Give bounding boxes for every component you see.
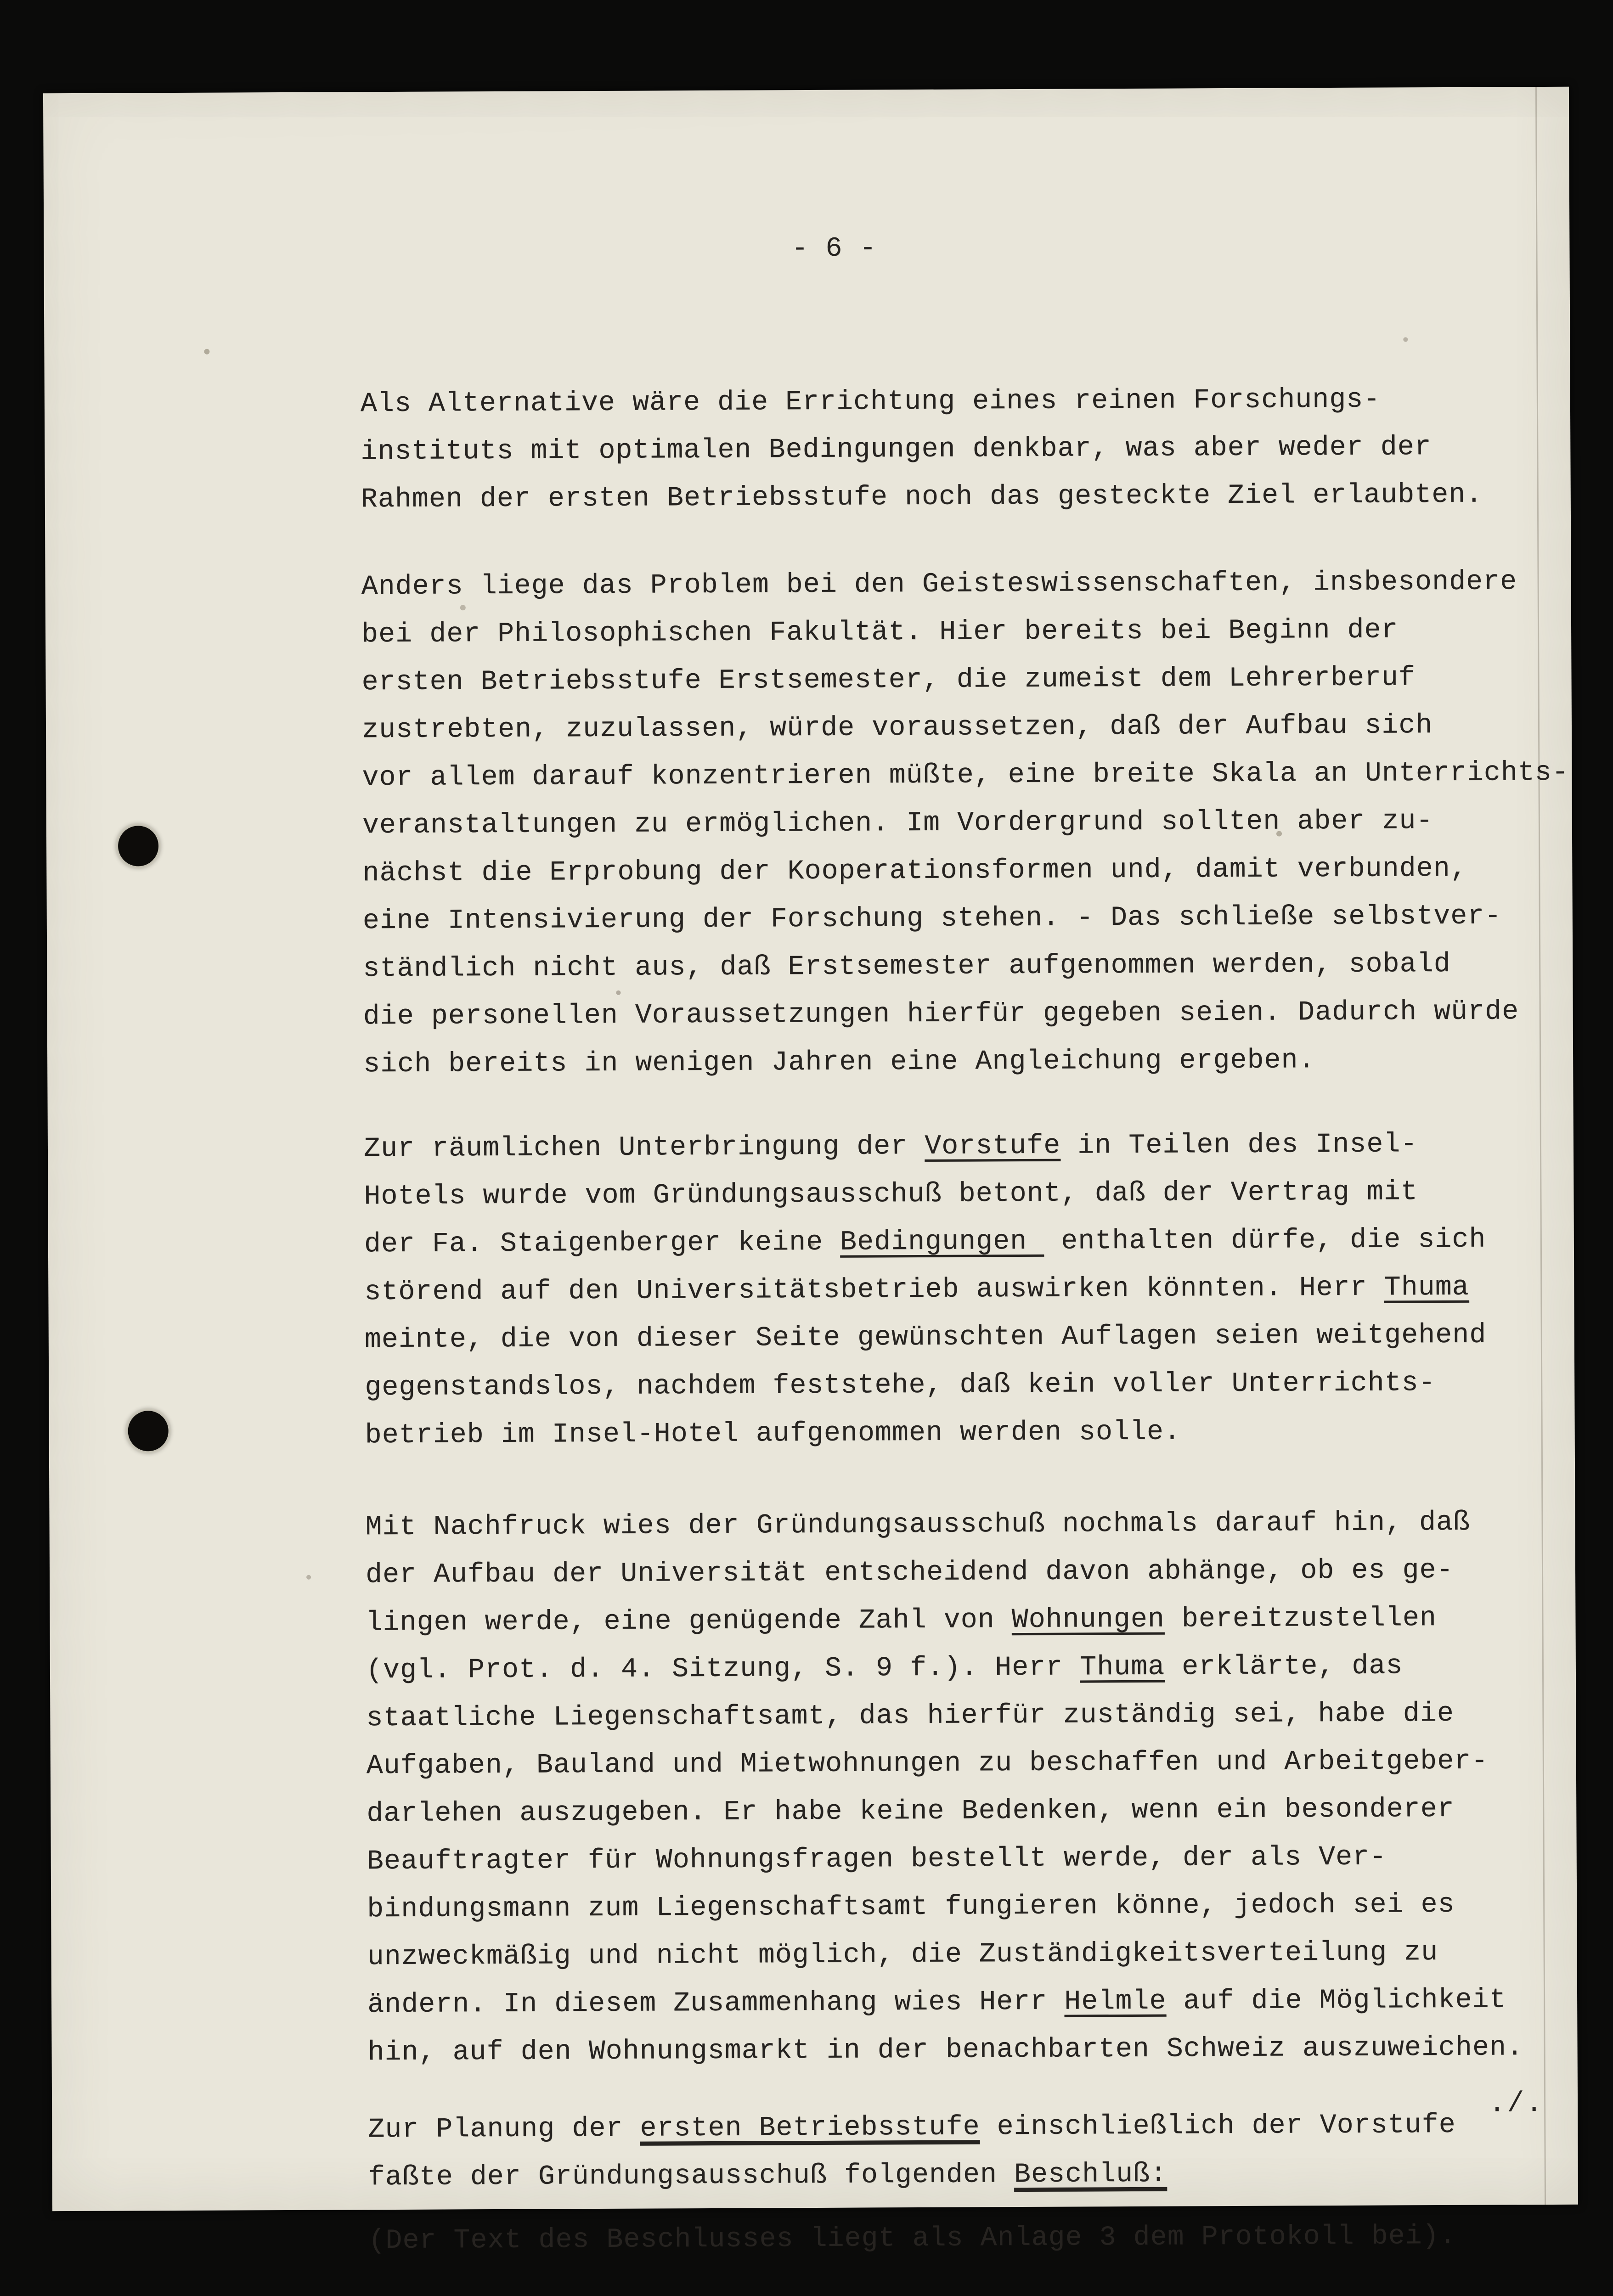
text-line <box>367 1975 1613 2029</box>
text-segment: faßte der Gründungsausschuß folgenden <box>368 2159 1015 2194</box>
underlined-text: Wohnungen <box>1011 1604 1165 1636</box>
text-segment: auf die Möglichkeit <box>1166 1984 1506 2017</box>
text-line <box>363 940 1613 993</box>
continuation-mark: ./. <box>1488 2087 1544 2120</box>
text-line <box>364 1120 1613 1173</box>
text-line <box>367 1737 1613 1790</box>
text-line <box>366 1641 1613 1694</box>
underlined-text: Vorstufe <box>925 1130 1061 1162</box>
text-line <box>368 2148 1613 2201</box>
text-segment: einschließlich der Vorstufe <box>980 2109 1456 2143</box>
text-line <box>367 1928 1613 1981</box>
text-line <box>368 2212 1613 2265</box>
text-line <box>368 2100 1613 2154</box>
text-segment: vor allem darauf konzentrieren müßte, eine breite Skala an Unterrichts- <box>362 757 1569 794</box>
text-segment: darlehen auszugeben. Er habe keine Bedenken, wenn ein besonderer <box>367 1793 1455 1830</box>
underlined-text: Helmle <box>1064 1986 1167 2018</box>
text-segment: ersten Betriebsstufe Erstsemester, die zumeist dem Lehrerberuf <box>361 662 1416 698</box>
text-segment: bindungsmann zum Liegenschaftsamt fungieren könne, jedoch sei es <box>367 1889 1455 1925</box>
text-segment: enthalten dürfe, die sich <box>1043 1224 1486 1257</box>
paragraph-alternative <box>361 375 1613 523</box>
underlined-text: Thuma <box>1080 1651 1165 1683</box>
text-segment: gegenstandslos, nachdem feststehe, daß kein voller Unterrichts- <box>365 1367 1436 1404</box>
text-segment: hin, auf den Wohnungsmarkt in der benachbarten Schweiz auszuweichen. <box>367 2032 1524 2069</box>
text-line <box>361 557 1613 611</box>
text-line <box>362 748 1613 802</box>
underlined-text: ersten Betriebsstufe <box>640 2111 980 2144</box>
text-segment: instituts mit optimalen Bedingungen denkbar, was aber weder der <box>361 432 1432 468</box>
text-segment: meinte, die von dieser Seite gewünschten Auflagen seien weitgehend <box>364 1319 1487 1356</box>
punch-hole <box>118 826 158 866</box>
paragraph-anlage <box>368 2212 1613 2265</box>
text-line <box>365 1358 1613 1412</box>
paragraphs-container <box>361 375 1613 2265</box>
text-segment: zustrebten, zuzulassen, würde voraussetzen, daß der Aufbau sich <box>361 710 1433 746</box>
text-segment: Mit Nachfruck wies der Gründungsausschuß nochmals darauf hin, daß <box>365 1507 1471 1543</box>
paragraph-beschluss <box>368 2100 1613 2201</box>
text-segment: sich bereits in wenigen Jahren eine Angleichung ergeben. <box>363 1045 1315 1080</box>
text-line <box>367 1880 1613 1933</box>
text-line <box>366 1546 1613 1599</box>
text-line <box>363 987 1613 1041</box>
text-segment: (Der Text des Beschlusses liegt als Anlage 3 dem Protokoll bei). <box>368 2220 1456 2257</box>
text-line <box>361 653 1613 706</box>
text-line <box>365 1498 1613 1551</box>
text-line <box>365 1311 1613 1364</box>
text-line <box>363 1035 1613 1088</box>
text-line <box>361 470 1613 523</box>
text-segment: Zur Planung der <box>368 2113 640 2146</box>
punch-hole <box>128 1411 168 1451</box>
text-segment: störend auf den Universitätsbetrieb auswirken könnten. Herr <box>364 1272 1384 1308</box>
text-line <box>365 1406 1613 1459</box>
text-segment: Hotels wurde vom Gründungsausschuß betont, daß der Vertrag mit <box>364 1176 1418 1213</box>
text-segment: nächst die Erprobung der Kooperationsformen und, damit verbunden, <box>362 853 1467 889</box>
text-segment: veranstaltungen zu ermöglichen. Im Vordergrund sollten aber zu- <box>362 805 1433 842</box>
text-segment: (vgl. Prot. d. 4. Sitzung, S. 9 f.). Herr <box>366 1652 1080 1687</box>
text-segment: eine Intensivierung der Forschung stehen. - Das schließe selbstver- <box>362 900 1502 937</box>
underlined-text: Bedingungen <box>840 1226 1044 1258</box>
text-line <box>366 1689 1613 1742</box>
text-segment: bereitzustellen <box>1164 1603 1437 1635</box>
text-segment: der Aufbau der Universität entscheidend davon abhänge, ob es ge- <box>365 1554 1454 1591</box>
text-segment: Zur räumlichen Unterbringung der <box>363 1131 925 1165</box>
text-segment: lingen werde, eine genügende Zahl von <box>366 1604 1012 1639</box>
paragraph-wohnungen <box>365 1498 1613 2077</box>
text-line <box>364 1215 1613 1268</box>
underlined-text: Beschluß: <box>1014 2158 1167 2191</box>
typewritten-text-block <box>359 126 1613 2296</box>
text-segment: der Fa. Staigenberger keine <box>364 1227 840 1261</box>
scanned-page-sheet <box>43 87 1578 2257</box>
text-line <box>361 422 1613 476</box>
text-line <box>364 1263 1613 1316</box>
text-line <box>367 2023 1613 2077</box>
underlined-text: Thuma <box>1384 1272 1469 1304</box>
text-segment: ständlich nicht aus, daß Erstsemester aufgenommen werden, sobald <box>363 948 1451 985</box>
text-line <box>367 1832 1613 1885</box>
text-line <box>366 1593 1613 1647</box>
text-line <box>362 701 1613 754</box>
paragraph-geisteswissenschaften <box>361 557 1613 1088</box>
text-segment: betrieb im Insel-Hotel aufgenommen werden solle. <box>365 1416 1181 1452</box>
text-line <box>363 892 1613 945</box>
text-segment: Beauftragter für Wohnungsfragen bestellt werde, der als Ver- <box>367 1841 1387 1878</box>
text-line <box>362 796 1613 850</box>
text-line <box>364 1167 1613 1221</box>
text-segment: erklärte, das <box>1165 1650 1403 1683</box>
text-segment: Aufgaben, Bauland und Mietwohnungen zu beschaffen und Arbeitgeber- <box>366 1745 1489 1782</box>
text-line <box>367 1784 1613 1838</box>
text-segment: bei der Philosophischen Fakultät. Hier bereits bei Beginn der <box>361 614 1399 651</box>
text-segment: Rahmen der ersten Betriebsstufe noch das gesteckte Ziel erlaubten. <box>361 479 1483 516</box>
text-line <box>361 375 1613 428</box>
text-segment: staatliche Liegenschaftsamt, das hierfür zuständig sei, habe die <box>366 1698 1454 1734</box>
paper-specks <box>43 93 47 97</box>
text-segment: Als Alternative wäre die Errichtung eines reinen Forschungs- <box>360 384 1381 420</box>
text-line <box>362 844 1613 897</box>
text-line <box>361 605 1613 658</box>
text-segment: in Teilen des Insel- <box>1060 1129 1418 1162</box>
page-number: - 6 - <box>791 233 877 265</box>
text-segment: die personellen Voraussetzungen hierfür gegeben seien. Dadurch würde <box>363 996 1519 1033</box>
text-segment: unzweckmäßig und nicht möglich, die Zuständigkeitsverteilung zu <box>367 1937 1438 1973</box>
paragraph-insel-hotel <box>364 1120 1613 1459</box>
text-segment: Anders liege das Problem bei den Geisteswissenschaften, insbesondere <box>361 566 1517 603</box>
text-segment: ändern. In diesem Zusammenhang wies Herr <box>367 1986 1065 2021</box>
